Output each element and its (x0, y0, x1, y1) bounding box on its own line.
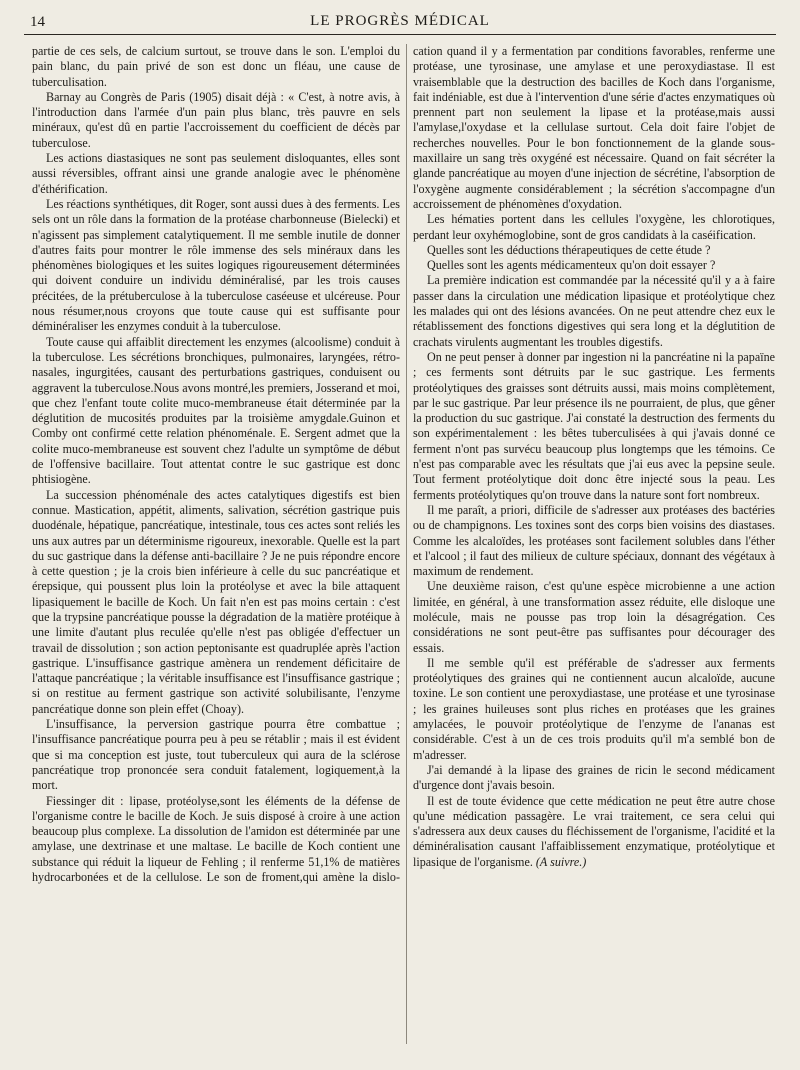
paragraph: Quelles sont les déductions thérapeutiques de cette étude ? (427, 242, 711, 257)
paragraph: Fiessinger dit : lipase, protéolyse,sont les éléments de la défense de l'organisme contre le bacille de Koch. Je suis disposé à croire à une action beaucoup plus complexe. La dissolution de l'amidon est déterminée par une amylase, une dextrinase et une maltase. Le bacille de Koch contient une substance qui réduit la liqueur de Fehling ; il renferme 51,1% de matières hydrocarbonées et de la cellulose. Le son de froment,qui amène la dislo- (32, 793, 400, 885)
column-divider (406, 44, 407, 1044)
paragraph: Les hématies portent dans les cellules l'oxygène, les chlorotiques, perdant leur oxyhémoglobine, sont de gros candidats à la caséification. (413, 212, 775, 242)
paragraph: J'ai demandé à la lipase des graines de ricin le second médicament d'urgence dont j'avais besoin. (413, 762, 775, 793)
paragraph: Les actions diastasiques ne sont pas seulement disloquantes, elles sont aussi réversibles, offrant ainsi une grande analogie avec le phénomène d'éthérification. (32, 151, 400, 196)
journal-title: LE PROGRÈS MÉDICAL (310, 13, 490, 29)
paragraph: partie de ces sels, de calcium surtout, se trouve dans le son. L'emploi du pain blanc, du pain privé de son est donc un fléau, une cause de tuberculisation. (32, 44, 400, 89)
paragraph: Une deuxième raison, c'est qu'une espèce microbienne a une action limitée, en général, à une transformation assez réduite, elle disloque une molécule, mais ne pousse pas trop loin la désagrégation. Ces considérations ne sont peut-être pas suffisantes pour décourager des essais. (413, 579, 775, 655)
right-column (413, 44, 775, 1052)
left-column (32, 44, 400, 1052)
paragraph (413, 794, 775, 870)
paragraph: Les réactions synthétiques, dit Roger, sont aussi dues à des ferments. Les sels ont un rôle dans la formation de la protéase charbonneuse (Bielecki) et n'agissent pas simplement catalytiquement. Il me semble inutile de donner d'autres faits pour montrer le rôle immense des sels minéraux dans les phénomènes biologiques et les suites logiques rigoureusement déterminées qui doivent conduire un individu déminéralisé, par les trois causes précitées, de la prétuberculose à la tuberculose caséeuse et ulcéreuse. Pour nous résumer,nous croyons que toute cause qui est suffisante pour déminéraliser les enzymes conduit à la tuberculose. (32, 196, 400, 334)
page-number: 14 (30, 14, 45, 30)
paragraph: On ne peut penser à donner par ingestion ni la pancréatine ni la papaïne ; ces ferments sont détruits par le suc gastrique. Les ferments protéolytiques des graisses sont détruits aussi, mais moins complètement, par le suc gastrique. Par leur présence ils ne pourraient, de plus, que gêner la production du suc gastrique. J'ai constaté la destruction des ferments du son expérimentalement : les bêtes tuberculisées à qui j'avais donné ce ferment n'ont pas survécu beaucoup plus longtemps que les témoins. Ce n'est pas comparable avec les résultats que j'ai eus avec la pepsine seule. Tout ferment protéolytique doit donc être injecté sous la peau. Les ferments protéolytiques qu'on trouve dans la nature sont fort nombreux. (413, 349, 775, 502)
paragraph: cation quand il y a fermentation par conditions favorables, renferme une protéase, une tyrosinase, une amylase et une peroxydiastase. Il est vraisemblable que la destruction des bacilles de Koch dans l'organisme, fait indéniable, est due à l'intervention d'une série d'actes enzymatiques où prennent part non seulement la lipase et la protéase,mais aussi l'amylase,l'oxydase et la cellulase surtout. Cela doit faire l'objet de recherches nouvelles. Pour le bon fonctionnement de la glande sous-maxillaire un sang très oxygéné est nécessaire. Quand on fait sécréter la glande pancréatique au moyen d'une injection de sécrétine, l'absorption de l'oxygène augmente considérablement ; la sécrétion s'accompagne d'un accroissement de phénomènes d'oxydation. (413, 44, 775, 211)
paragraph: Barnay au Congrès de Paris (1905) disait déjà : « C'est, à notre avis, à l'introduction dans l'armée d'un pain plus blanc, très pauvre en sels minéraux, qu'est dû en partie l'accroissement du coefficient de décès par tuberculose. (32, 89, 400, 150)
paragraph: Quelles sont les agents médicamenteux qu'on doit essayer ? (427, 258, 716, 273)
paragraph: L'insuffisance, la perversion gastrique pourra être combattue ; l'insuffisance pancréatique pourra peu à peu se rétablir ; mais il est évident que si ma conception est juste, tout tuberculeux qui aura de la sclérose pancréatique trop prononcée sera conduit fatalement, logiquement,à la mort. (32, 717, 400, 793)
final-paragraph-text: Il est de toute évidence que cette médication ne peut être autre chose qu'une médication passagère. Le vrai traitement, ce sera celui qui s'adressera aux deux causes du fléchissement de l'organisme, l'acidité et la déminéralisation causant l'affaiblissement enzymatique, protéolytique et lipasique de l'organisme. (413, 793, 775, 869)
paragraph: Il me paraît, a priori, difficile de s'adresser aux protéases des bactéries ou de champignons. Les toxines sont des corps bien voisins des diastases. Comme les alcaloïdes, les protéases sont facilement solubles dans l'éther et l'alcool ; il faut des milieux de culture spéciaux, donnant des végétaux à maximum de rendement. (413, 502, 775, 579)
page-header (24, 10, 776, 35)
paragraph: La succession phénoménale des actes catalytiques digestifs est bien connue. Mastication, appétit, aliments, salivation, sécrétion gastrique puis duodénale, hépatique, pancréatique, intestinale, tous ces actes sont reliés les uns aux autres par un déterminisme rigoureux, inexorable. Quelle est la part du suc gastrique dans la défense anti-bacillaire ? Je ne puis répondre encore à cette question ; je la crois bien inférieure à celle du suc pancréatique et érepsique, qui poussent plus loin la protéolyse et avec la bile attaquent lipasiquement le bacille de Koch. Un fait n'en est pas moins certain : c'est que la trypsine pancréatique pousse la dégradation de la matière protéique à une limite d'autant plus reculée qu'elle n'est pas obligée d'effectuer un travail de dissolution ; son action peptonisante est quadruplée après l'action gastrique. L'insuffisance gastrique amènera un rendement déficitaire de l'attaque pancréatique ; la véritable insuffisance est l'insuffisance gastrique ; si on restitue au ferment gastrique son activité solubilisante, l'enzyme pancréatique donne son plein effet (Choay). (32, 487, 400, 716)
paragraph: Toute cause qui affaiblit directement les enzymes (alcoolisme) conduit à la tuberculose. Les sécrétions bronchiques, pulmonaires, laryngées, rétro-nasales, ingurgitées, causant des perturbations gastriques, conduisent ou aggravent la tuberculose.Nous avons montré,les premiers, Josserand et moi, que chez l'enfant toute colite muco-membraneuse était déterminée par la déglutition de mucosités produites par la troisième amygdale.Guinon et Comby ont confirmé cette relation phénoménale. E. Sergent admet que la colite muco-membraneuse est souvent chez l'adulte un symptôme de début de l'offensive bacillaire. Tout attentat contre le suc gastrique est donc phtisiogène. (32, 334, 400, 487)
paragraph: La première indication est commandée par la nécessité qu'il y a à faire passer dans la circulation une médication lipasique et protéolytique chez les malades qui ont des lésions avancées. On ne peut attendre chez eux le rétablissement des fonctions digestives qui sera long et la déglutition de crachats virulents augmentant les troubles digestifs. (413, 273, 775, 349)
paragraph: Il me semble qu'il est préférable de s'adresser aux ferments protéolytiques des graines qui ne contiennent aucun alcaloïde, aucune toxine. Le son contient une peroxydiastase, une protéase et une tyrosinase ; les graines huileuses sont plus riches en protéases que les graines amylacées, le pouvoir protéolytique de l'enzyme de l'ananas est considérable. C'est à un de ces trois produits qu'il m'a semblé bon de m'adresser. (413, 655, 775, 762)
continuation-note: (A suivre.) (535, 854, 587, 869)
